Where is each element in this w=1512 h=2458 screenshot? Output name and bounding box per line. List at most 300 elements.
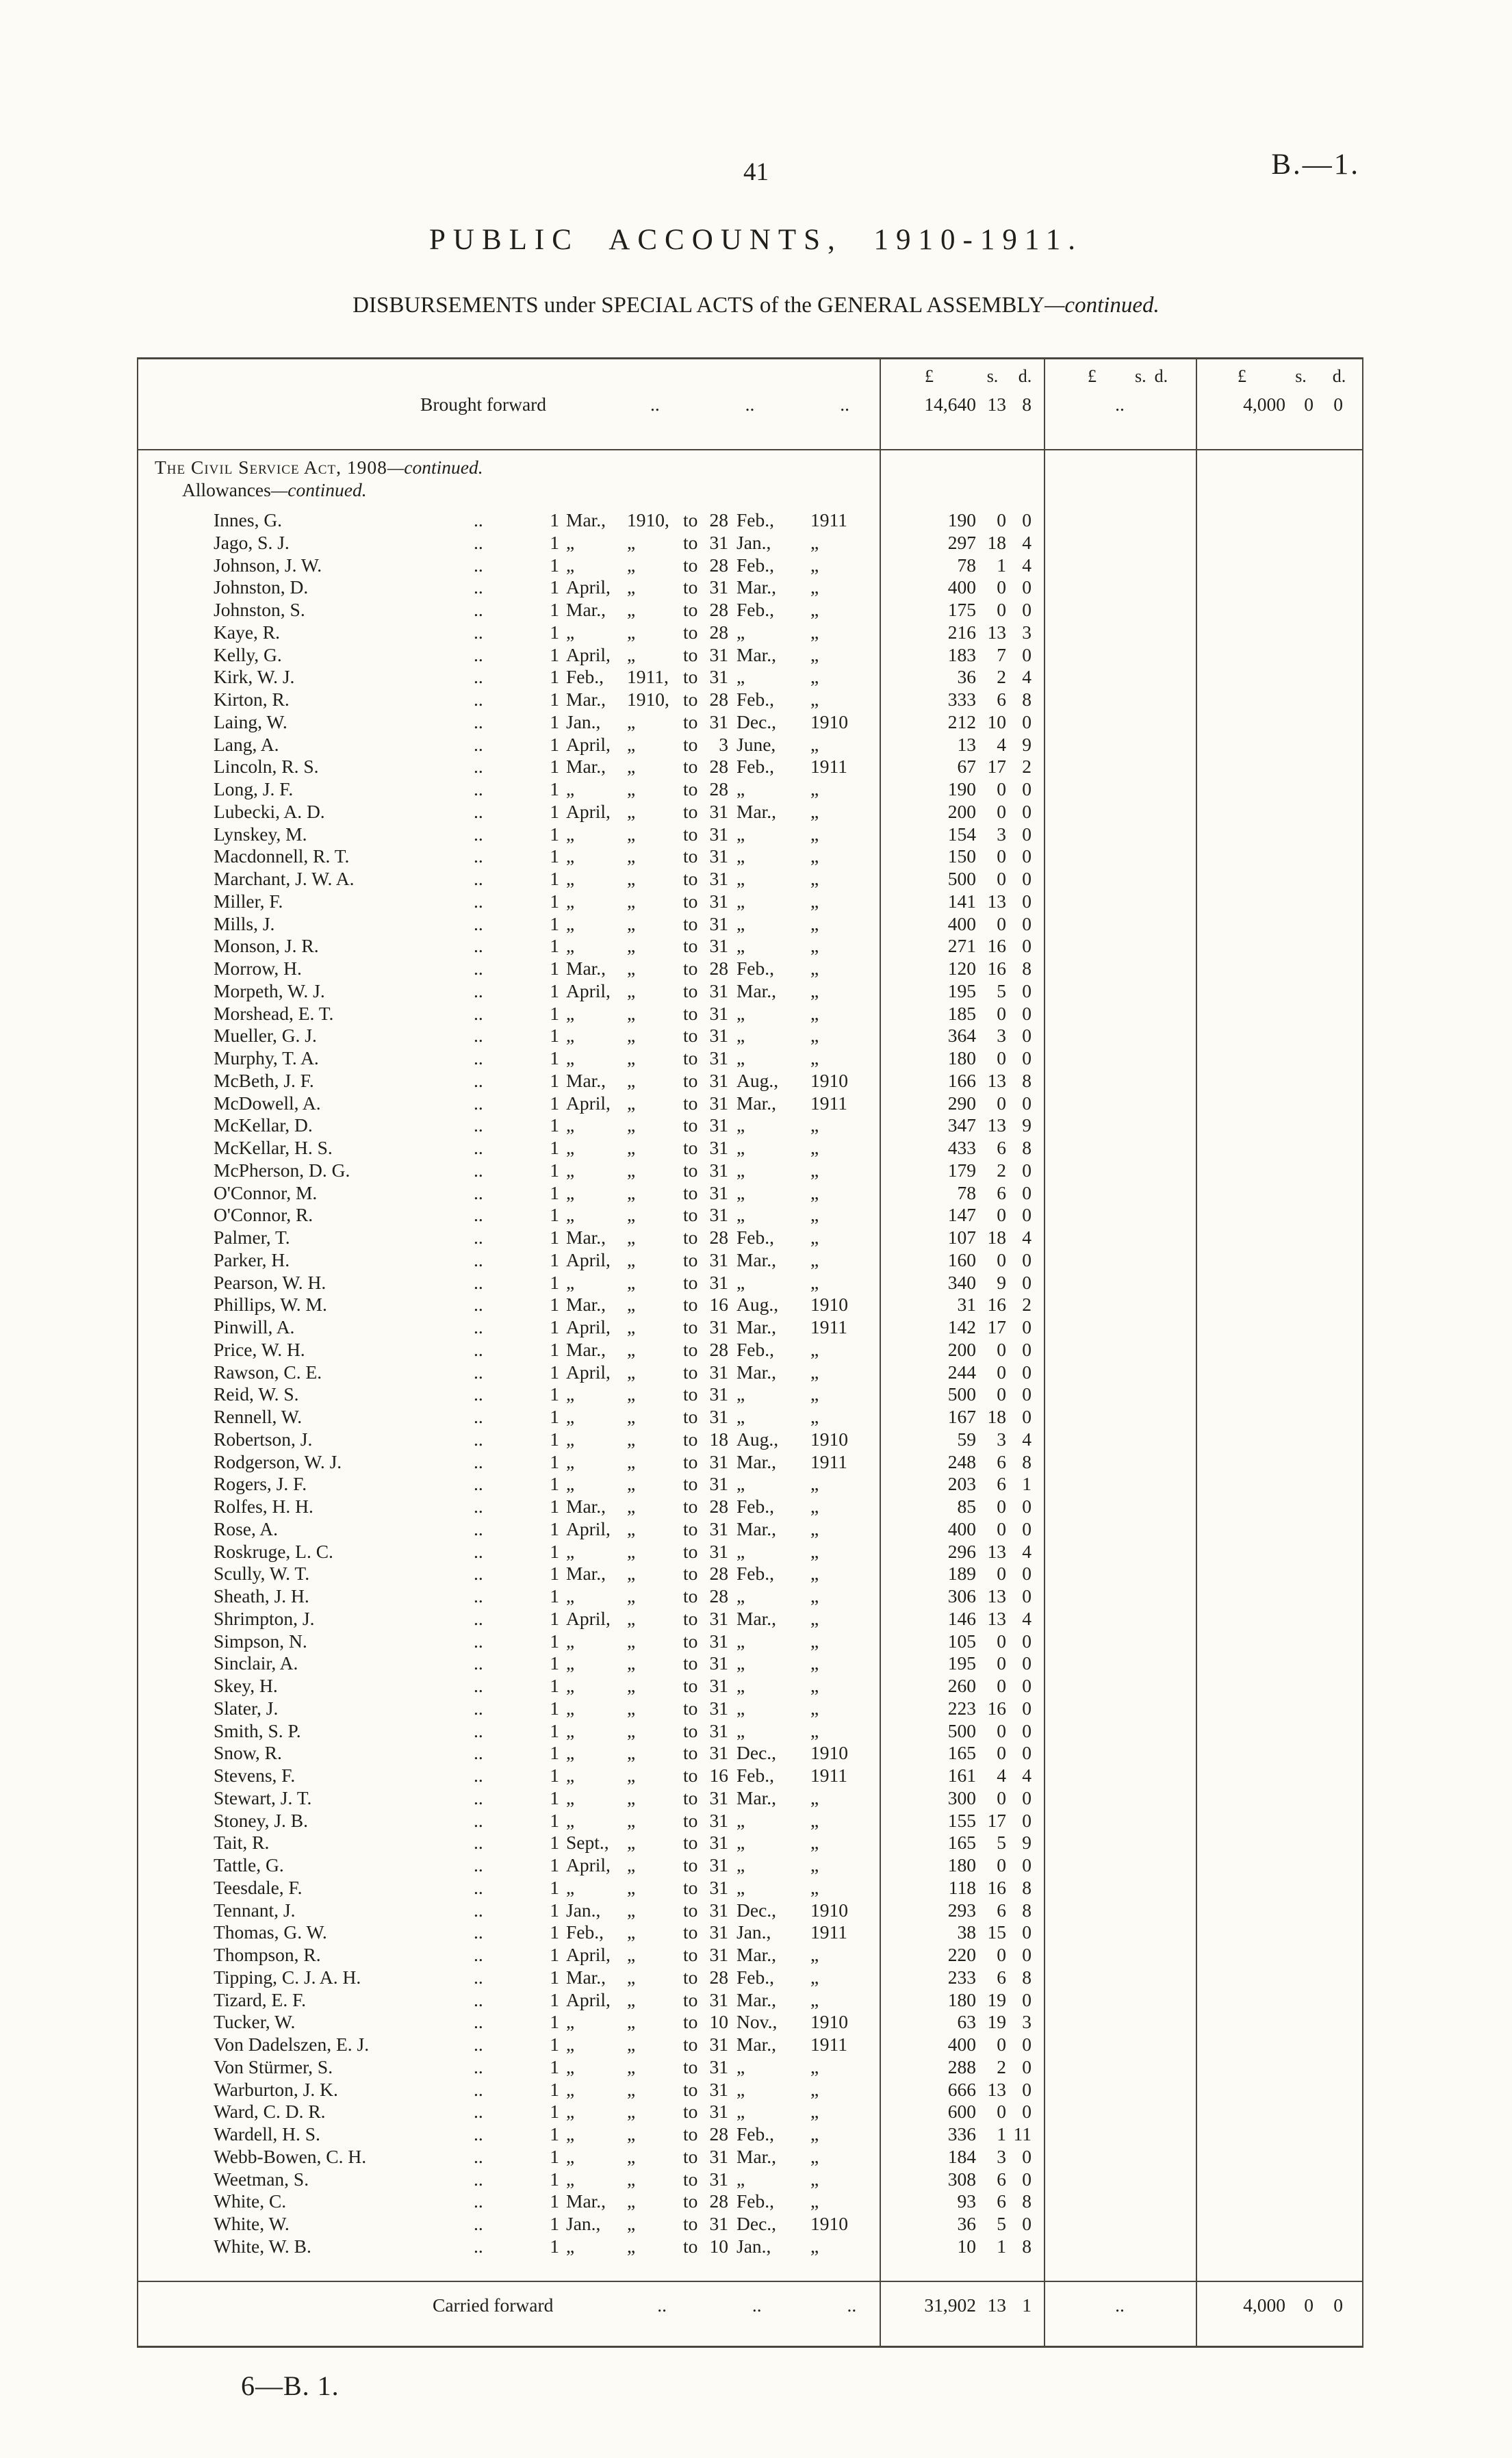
row-shillings: 0 <box>997 912 1006 934</box>
row-end-month: „ <box>736 1832 745 1854</box>
row-name: Long, J. F. <box>214 778 294 799</box>
row-pence: 0 <box>1022 1271 1032 1293</box>
row-end-month: „ <box>736 1114 745 1136</box>
row-col3-pounds-empty <box>1196 2146 1288 2168</box>
brought-forward-label: Brought forward <box>420 394 547 415</box>
row-shillings: 13 <box>987 621 1006 643</box>
row-start-month: Mar., <box>566 1563 606 1585</box>
row-start-month: „ <box>566 890 575 912</box>
row-end-month: Aug., <box>736 1069 779 1091</box>
row-name: Ward, C. D. R. <box>214 2101 326 2123</box>
row-name: Rawson, C. E. <box>214 1361 322 1383</box>
desc-header-cell <box>138 365 880 388</box>
row-col3-pounds-empty <box>1196 2079 1288 2101</box>
row-col3-pence-empty <box>1314 845 1365 868</box>
row-name: Rodgerson, W. J. <box>214 1450 342 1472</box>
row-leader-dots: .. <box>474 2235 483 2257</box>
row-shillings: 13 <box>987 2078 1006 2100</box>
row-start-month: April, <box>566 576 611 598</box>
row-name: Johnston, D. <box>214 576 309 598</box>
row-col3-pence-empty <box>1314 1429 1365 1451</box>
row-col3-pounds-empty <box>1196 2101 1288 2123</box>
row-col3-pounds-empty <box>1196 1294 1288 1316</box>
row-pence: 8 <box>1022 689 1032 710</box>
row-col3-pounds-empty <box>1196 1070 1288 1092</box>
row-to-word: to <box>683 1719 698 1741</box>
leader-dots: .. <box>650 394 660 415</box>
row-col3-shillings-empty <box>1288 891 1314 913</box>
row-start-month: „ <box>566 778 575 799</box>
row-pence: 0 <box>1022 1025 1032 1047</box>
row-leader-dots: .. <box>474 800 483 822</box>
row-col3-shillings-empty <box>1288 2101 1314 2123</box>
row-col3-shillings-empty <box>1288 1383 1314 1406</box>
row-leader-dots: .. <box>474 1809 483 1831</box>
row-end-month: Jan., <box>736 1921 771 1943</box>
row-start-day: 1 <box>550 2123 559 2145</box>
row-col3-pence-empty <box>1314 532 1365 554</box>
row-start-month: „ <box>566 1787 575 1808</box>
row-col2-empty <box>1044 1361 1196 1384</box>
row-start-day: 1 <box>550 958 559 979</box>
row-name: Von Dadelszen, E. J. <box>214 2034 370 2055</box>
row-to-word: to <box>683 778 698 799</box>
row-end-month: „ <box>736 1181 745 1203</box>
row-start-year: „ <box>627 1025 636 1047</box>
row-to-word: to <box>683 1742 698 1764</box>
row-shillings: 0 <box>997 1002 1006 1024</box>
row-end-year: „ <box>810 1227 819 1248</box>
row-shillings: 0 <box>997 1652 1006 1674</box>
row-col2-empty <box>1044 935 1196 958</box>
row-col3-pence-empty <box>1314 1137 1365 1160</box>
row-start-day: 1 <box>550 1832 559 1854</box>
leader-dots: .. <box>847 2294 857 2316</box>
row-shillings: 0 <box>997 1719 1006 1741</box>
row-start-month: Jan., <box>566 710 601 732</box>
row-leader-dots: .. <box>474 868 483 889</box>
row-start-year: „ <box>627 845 636 867</box>
row-end-day: 31 <box>709 1159 728 1181</box>
row-end-day: 31 <box>709 868 728 889</box>
row-pence: 0 <box>1022 1496 1032 1517</box>
row-start-month: „ <box>566 2101 575 2123</box>
row-name: Kirton, R. <box>214 689 290 710</box>
row-start-day: 1 <box>550 2056 559 2077</box>
row-end-day: 28 <box>709 599 728 620</box>
row-to-word: to <box>683 1876 698 1898</box>
row-pence: 0 <box>1022 1181 1032 1203</box>
row-leader-dots: .. <box>474 1249 483 1270</box>
row-col3-pounds-empty <box>1196 778 1288 801</box>
row-start-day: 1 <box>550 1742 559 1764</box>
row-end-day: 31 <box>709 1069 728 1091</box>
row-end-month: „ <box>736 621 745 643</box>
row-leader-dots: .. <box>474 2101 483 2123</box>
table-row <box>138 1810 1362 1832</box>
row-to-word: to <box>683 666 698 688</box>
row-col3-shillings-empty <box>1288 1585 1314 1608</box>
row-shillings: 0 <box>997 1204 1006 1226</box>
table-row <box>138 2079 1362 2101</box>
row-end-day: 31 <box>709 823 728 845</box>
row-name: Robertson, J. <box>214 1428 313 1450</box>
row-pounds: 216 <box>947 621 976 643</box>
row-shillings: 0 <box>997 2101 1006 2123</box>
row-end-month: Mar., <box>736 1092 777 1114</box>
row-to-word: to <box>683 1383 698 1405</box>
row-pounds: 364 <box>947 1025 976 1047</box>
row-pence: 0 <box>1022 509 1032 530</box>
row-pence: 0 <box>1022 1047 1032 1068</box>
row-col3-pounds-empty <box>1196 1451 1288 1474</box>
row-col3-shillings-empty <box>1288 576 1314 599</box>
row-start-year: „ <box>627 1428 636 1450</box>
row-leader-dots: .. <box>474 823 483 845</box>
row-to-word: to <box>683 2078 698 2100</box>
row-col3-shillings-empty <box>1288 980 1314 1003</box>
row-col3-pounds-empty <box>1196 801 1288 823</box>
row-name: Price, W. H. <box>214 1338 305 1360</box>
row-end-day: 31 <box>709 1114 728 1136</box>
row-col2-empty <box>1044 1451 1196 1474</box>
table-row <box>138 1698 1362 1720</box>
pounds-header: £ <box>1088 366 1097 386</box>
row-name: Jago, S. J. <box>214 531 290 553</box>
row-pounds: 293 <box>947 1899 976 1921</box>
row-pounds: 161 <box>947 1765 976 1786</box>
row-pence: 9 <box>1022 1832 1032 1854</box>
row-pence: 8 <box>1022 2190 1032 2212</box>
row-col3-shillings-empty <box>1288 1652 1314 1675</box>
row-end-day: 28 <box>709 2190 728 2212</box>
row-end-month: Mar., <box>736 1249 777 1270</box>
row-leader-dots: .. <box>474 1585 483 1606</box>
row-col3-pence-empty <box>1314 1765 1365 1787</box>
row-start-month: Sept., <box>566 1832 609 1854</box>
row-start-year: „ <box>627 823 636 845</box>
row-name: Rennell, W. <box>214 1406 303 1427</box>
row-col3-pence-empty <box>1314 509 1365 532</box>
row-to-word: to <box>683 2123 698 2145</box>
row-start-day: 1 <box>550 1540 559 1562</box>
row-name: Tucker, W. <box>214 2011 296 2033</box>
row-shillings: 0 <box>997 800 1006 822</box>
row-start-month: „ <box>566 1181 575 1203</box>
row-col3-pounds-empty <box>1196 958 1288 980</box>
row-leader-dots: .. <box>474 1047 483 1068</box>
row-end-day: 31 <box>709 935 728 957</box>
row-col3-pence-empty <box>1314 1675 1365 1698</box>
row-col3-pence-empty <box>1314 554 1365 577</box>
row-col3-shillings-empty <box>1288 1339 1314 1361</box>
row-end-year: „ <box>810 868 819 889</box>
brought-forward-total-pence: 0 <box>1333 394 1343 415</box>
row-pence: 0 <box>1022 2034 1032 2055</box>
row-end-year: „ <box>810 2056 819 2077</box>
table-row <box>138 1563 1362 1585</box>
leader-dots: .. <box>745 394 755 415</box>
row-name: Sinclair, A. <box>214 1652 298 1674</box>
row-end-year: „ <box>810 1361 819 1383</box>
row-shillings: 3 <box>997 2145 1006 2167</box>
row-to-word: to <box>683 1137 698 1158</box>
row-start-day: 1 <box>550 2235 559 2257</box>
table-row <box>138 913 1362 936</box>
row-name: Morshead, E. T. <box>214 1002 334 1024</box>
row-pounds: 59 <box>957 1428 976 1450</box>
row-end-day: 31 <box>709 1719 728 1741</box>
row-shillings: 17 <box>987 1809 1006 1831</box>
row-start-year: „ <box>627 800 636 822</box>
row-col3-pence-empty <box>1314 2146 1365 2168</box>
row-col3-shillings-empty <box>1288 1070 1314 1092</box>
row-end-month: Feb., <box>736 554 774 576</box>
row-col3-pence-empty <box>1314 2056 1365 2079</box>
row-col3-shillings-empty <box>1288 1025 1314 1047</box>
row-col3-shillings-empty <box>1288 689 1314 711</box>
row-start-month: Mar., <box>566 599 606 620</box>
row-start-month: „ <box>566 1002 575 1024</box>
row-col3-pence-empty <box>1314 1652 1365 1675</box>
row-end-year: „ <box>810 1652 819 1674</box>
row-pence: 0 <box>1022 1563 1032 1585</box>
row-end-day: 31 <box>709 643 728 665</box>
row-col2-empty <box>1044 1720 1196 1743</box>
row-col3-pounds-empty <box>1196 2168 1288 2191</box>
row-end-year: „ <box>810 1383 819 1405</box>
row-name: Miller, F. <box>214 890 283 912</box>
row-start-day: 1 <box>550 1719 559 1741</box>
row-start-year: 1910, <box>627 689 669 710</box>
row-name: McDowell, A. <box>214 1092 321 1114</box>
row-shillings: 16 <box>987 1697 1006 1719</box>
row-end-year: „ <box>810 1809 819 1831</box>
row-start-year: „ <box>627 980 636 1001</box>
row-pounds: 155 <box>947 1809 976 1831</box>
table-row <box>138 2213 1362 2236</box>
row-to-word: to <box>683 2190 698 2212</box>
row-leader-dots: .. <box>474 1159 483 1181</box>
row-col3-shillings-empty <box>1288 1316 1314 1339</box>
row-start-month: April, <box>566 1361 611 1383</box>
row-pence: 8 <box>1022 2235 1032 2257</box>
row-col2-empty <box>1044 1563 1196 1585</box>
row-leader-dots: .. <box>474 2011 483 2033</box>
row-shillings: 6 <box>997 1966 1006 1988</box>
row-col2-empty <box>1044 2168 1196 2191</box>
row-start-year: „ <box>627 710 636 732</box>
row-leader-dots: .. <box>474 643 483 665</box>
row-start-month: „ <box>566 1428 575 1450</box>
row-shillings: 7 <box>997 643 1006 665</box>
row-col2-empty <box>1044 1316 1196 1339</box>
row-pence: 0 <box>1022 1204 1032 1226</box>
row-name: Scully, W. T. <box>214 1563 310 1585</box>
row-col2-empty <box>1044 2056 1196 2079</box>
row-col3-pence-empty <box>1314 711 1365 734</box>
row-start-month: „ <box>566 2145 575 2167</box>
row-end-year: „ <box>810 1787 819 1808</box>
row-shillings: 0 <box>997 599 1006 620</box>
row-to-word: to <box>683 733 698 755</box>
row-start-month: „ <box>566 1876 575 1898</box>
row-pence: 4 <box>1022 554 1032 576</box>
table-row <box>138 1854 1362 1877</box>
row-start-year: „ <box>627 2190 636 2212</box>
table-row <box>138 1361 1362 1384</box>
row-col3-shillings-empty <box>1288 1160 1314 1182</box>
table-row <box>138 1137 1362 1160</box>
row-shillings: 6 <box>997 2190 1006 2212</box>
row-col3-pence-empty <box>1314 1114 1365 1137</box>
row-pence: 8 <box>1022 1137 1032 1158</box>
row-name: Lynskey, M. <box>214 823 307 845</box>
table-row <box>138 1316 1362 1339</box>
row-end-year: „ <box>810 2101 819 2123</box>
row-start-month: Mar., <box>566 509 606 530</box>
carried-forward-col2: .. <box>1115 2294 1125 2316</box>
row-col2-empty <box>1044 532 1196 554</box>
row-start-day: 1 <box>550 2078 559 2100</box>
row-shillings: 0 <box>997 1742 1006 1764</box>
row-end-year: „ <box>810 554 819 576</box>
row-to-word: to <box>683 1159 698 1181</box>
row-col3-shillings-empty <box>1288 1092 1314 1115</box>
row-start-month: Mar., <box>566 1069 606 1091</box>
currency-header-row <box>138 365 1362 388</box>
row-end-month: Dec., <box>736 710 777 732</box>
row-start-month: Mar., <box>566 1227 606 1248</box>
row-start-day: 1 <box>550 1854 559 1875</box>
row-col3-shillings-empty <box>1288 1114 1314 1137</box>
row-col3-pounds-empty <box>1196 1921 1288 1944</box>
row-col3-shillings-empty <box>1288 2011 1314 2034</box>
row-col3-pounds-empty <box>1196 1720 1288 1743</box>
row-start-year: „ <box>627 1540 636 1562</box>
row-end-year: 1911 <box>810 1092 847 1114</box>
row-col3-shillings-empty <box>1288 2146 1314 2168</box>
row-col2-empty <box>1044 2034 1196 2056</box>
row-col2-empty <box>1044 1698 1196 1720</box>
row-leader-dots: .. <box>474 1181 483 1203</box>
row-col2-empty <box>1044 1630 1196 1653</box>
row-start-day: 1 <box>550 1876 559 1898</box>
row-start-year: „ <box>627 1765 636 1786</box>
row-col2-empty <box>1044 599 1196 622</box>
row-pence: 0 <box>1022 980 1032 1001</box>
row-leader-dots: .. <box>474 1652 483 1674</box>
row-col3-shillings-empty <box>1288 1787 1314 1810</box>
table-row <box>138 2190 1362 2213</box>
row-pounds: 233 <box>947 1966 976 1988</box>
row-name: Kaye, R. <box>214 621 280 643</box>
row-leader-dots: .. <box>474 1204 483 1226</box>
row-shillings: 13 <box>987 1585 1006 1606</box>
row-start-year: „ <box>627 1338 636 1360</box>
row-col3-pence-empty <box>1314 1563 1365 1585</box>
row-leader-dots: .. <box>474 1540 483 1562</box>
row-name: McKellar, D. <box>214 1114 313 1136</box>
row-start-year: „ <box>627 1181 636 1203</box>
row-shillings: 0 <box>997 1383 1006 1405</box>
row-shillings: 16 <box>987 1876 1006 1898</box>
row-pounds: 190 <box>947 509 976 530</box>
row-end-month: Mar., <box>736 980 777 1001</box>
row-name: Warburton, J. K. <box>214 2078 338 2100</box>
row-col3-pence-empty <box>1314 1047 1365 1070</box>
row-pounds: 38 <box>957 1921 976 1943</box>
row-pounds: 150 <box>947 845 976 867</box>
column-divider <box>880 359 881 2346</box>
row-pounds: 500 <box>947 1719 976 1741</box>
row-start-month: Mar., <box>566 756 606 778</box>
row-shillings: 16 <box>987 935 1006 957</box>
row-start-day: 1 <box>550 1316 559 1337</box>
row-start-month: „ <box>566 1719 575 1741</box>
row-end-year: 1910 <box>810 1428 848 1450</box>
row-to-word: to <box>683 1652 698 1674</box>
row-pounds: 165 <box>947 1832 976 1854</box>
row-end-day: 28 <box>709 1338 728 1360</box>
row-pounds: 260 <box>947 1675 976 1696</box>
row-end-month: Mar., <box>736 1988 777 2010</box>
row-col3-shillings-empty <box>1288 2168 1314 2191</box>
row-end-month: Feb., <box>736 1765 774 1786</box>
row-col3-pounds-empty <box>1196 868 1288 891</box>
row-end-month: „ <box>736 1630 745 1652</box>
page-subtitle <box>0 293 1512 318</box>
row-col3-pounds-empty <box>1196 1272 1288 1294</box>
row-end-month: Mar., <box>736 800 777 822</box>
row-col3-pounds-empty <box>1196 1585 1288 1608</box>
row-shillings: 9 <box>997 1271 1006 1293</box>
table-row <box>138 711 1362 734</box>
row-name: Morrow, H. <box>214 958 302 979</box>
row-col3-shillings-empty <box>1288 1989 1314 2012</box>
row-col3-pounds-empty <box>1196 644 1288 667</box>
row-start-day: 1 <box>550 1518 559 1539</box>
row-col3-shillings-empty <box>1288 1675 1314 1698</box>
row-end-day: 31 <box>709 1092 728 1114</box>
row-col2-empty <box>1044 1518 1196 1541</box>
row-pounds: 185 <box>947 1002 976 1024</box>
row-pence: 2 <box>1022 756 1032 778</box>
row-to-word: to <box>683 1181 698 1203</box>
row-pounds: 244 <box>947 1361 976 1383</box>
row-to-word: to <box>683 2213 698 2234</box>
row-end-year: „ <box>810 1271 819 1293</box>
row-start-month: „ <box>566 1675 575 1696</box>
row-pounds: 195 <box>947 980 976 1001</box>
row-end-year: „ <box>810 1518 819 1539</box>
subtitle-text: DISBURSEMENTS under SPECIAL ACTS of the GENERAL ASSEMBLY <box>353 293 1045 318</box>
table-row <box>138 509 1362 532</box>
table-row <box>138 2123 1362 2146</box>
row-start-year: „ <box>627 643 636 665</box>
row-col3-shillings-empty <box>1288 1496 1314 1518</box>
row-pounds: 666 <box>947 2078 976 2100</box>
row-col3-shillings-empty <box>1288 1810 1314 1832</box>
row-col2-empty <box>1044 2213 1196 2236</box>
row-leader-dots: .. <box>474 1428 483 1450</box>
row-to-word: to <box>683 1361 698 1383</box>
row-name: Pearson, W. H. <box>214 1271 326 1293</box>
row-pence: 0 <box>1022 2145 1032 2167</box>
row-pence: 3 <box>1022 2011 1032 2033</box>
row-name: Macdonnell, R. T. <box>214 845 350 867</box>
row-col2-empty <box>1044 1585 1196 1608</box>
